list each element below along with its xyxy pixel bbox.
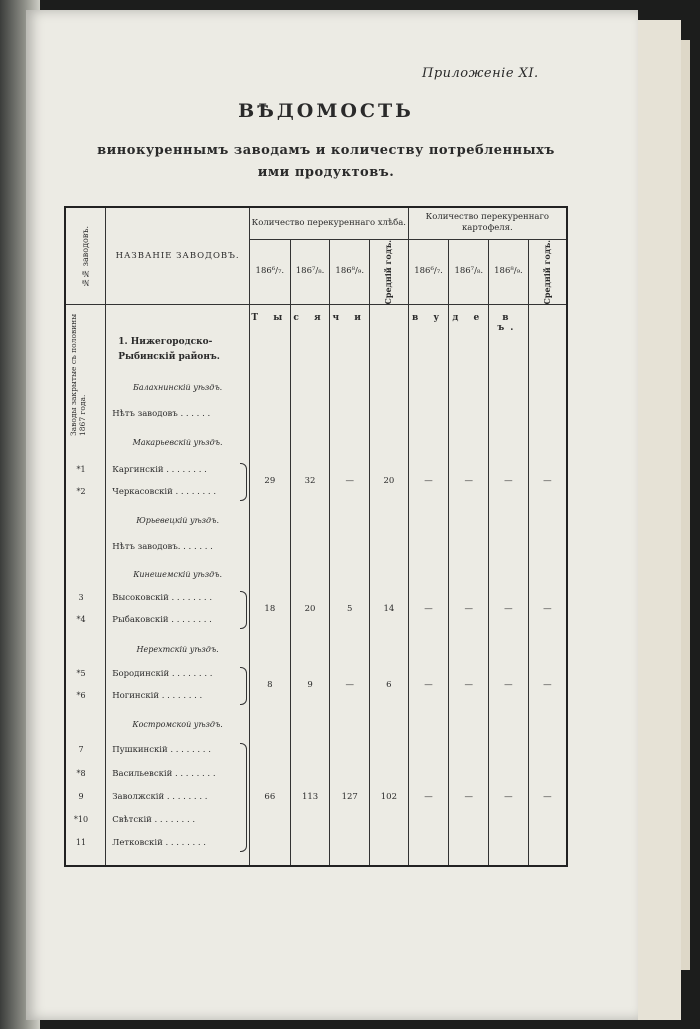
number-column <box>65 305 106 867</box>
closed-note: Заводы закрытые съ половины 1867 года. <box>69 313 87 436</box>
value-column <box>408 305 449 867</box>
row-number: 11 <box>75 838 87 847</box>
value-column <box>528 305 567 867</box>
value-cell: — <box>464 680 473 690</box>
factory-row: Каргинскій . . . . . . . . <box>112 465 207 475</box>
value-column <box>370 305 409 867</box>
row-number: *8 <box>76 769 86 778</box>
factory-row: Ногинскій . . . . . . . . <box>112 691 203 701</box>
factory-row: Рыбаковскій . . . . . . . . <box>112 615 212 625</box>
value-cell: 66 <box>264 791 276 802</box>
group-brace <box>240 591 247 629</box>
col-header-name: НАЗВАНІЕ ЗАВОДОВЪ. <box>106 207 250 305</box>
value-cell: 29 <box>264 476 276 486</box>
unit-label: с я <box>293 313 327 323</box>
value-cell: — <box>424 604 433 614</box>
district-heading: Нерехтскій уѣздъ. <box>136 645 219 654</box>
unit-label: в у <box>411 313 446 323</box>
value-cell: — <box>504 680 513 690</box>
value-cell: 20 <box>383 476 395 486</box>
value-cell: — <box>345 680 354 690</box>
unit-label: д е <box>452 313 486 323</box>
value-cell: 32 <box>304 476 316 486</box>
value-column <box>449 305 489 867</box>
value-column <box>290 305 330 867</box>
value-cell: 9 <box>307 680 313 690</box>
document-subtitle: винокуреннымъ заводамъ и количеству потребленныхъ ими продуктовъ. <box>97 143 555 180</box>
district-heading: Костромской уѣздъ. <box>132 720 223 729</box>
factory-row: Васильевскій . . . . . . . . <box>112 769 216 779</box>
district-heading: Юрьевецкій уѣздъ. <box>136 516 219 525</box>
value-cell: — <box>543 476 552 486</box>
row-number: *1 <box>76 465 86 474</box>
row-number: 7 <box>78 745 84 754</box>
value-cell: 102 <box>380 791 397 802</box>
row-number: 9 <box>78 792 84 801</box>
factory-row: Нѣтъ заводовъ . . . . . . <box>112 409 211 419</box>
value-cell: 14 <box>383 604 395 614</box>
unit-label: Т ы <box>251 313 289 323</box>
col-header-grain: Количество перекуреннаго хлѣба. <box>249 207 408 239</box>
appendix-label: Приложеніе XI. <box>422 66 539 81</box>
avg-header: Средній годъ. <box>528 239 567 305</box>
factory-row: Пушкинскій . . . . . . . . <box>112 745 211 755</box>
value-cell: — <box>424 680 433 690</box>
value-cell: — <box>464 476 473 486</box>
col-header-number: №№ заводовъ. <box>65 207 106 305</box>
factory-row: Нѣтъ заводовъ. . . . . . . <box>112 542 213 552</box>
factory-row: Высоковскій . . . . . . . . <box>112 593 213 603</box>
row-number: *6 <box>76 691 86 700</box>
group-brace <box>240 463 247 501</box>
region-title: 1. Нижегородско-Рыбинскій районъ. <box>118 337 220 362</box>
row-number: *4 <box>76 615 86 624</box>
group-brace <box>240 743 247 852</box>
value-cell: — <box>424 476 433 486</box>
value-cell: 18 <box>264 604 276 614</box>
row-number: *2 <box>76 487 86 496</box>
value-column <box>330 305 370 867</box>
document-page <box>26 10 638 1020</box>
distilleries-table <box>64 206 568 867</box>
value-cell: — <box>543 680 552 690</box>
value-cell: 6 <box>386 680 392 690</box>
year-header: 186⁷/₈. <box>290 239 330 305</box>
value-cell: — <box>424 791 433 802</box>
year-header: 186⁷/₈. <box>449 239 489 305</box>
unit-label: в ъ. <box>497 313 520 333</box>
value-cell: 8 <box>267 680 273 690</box>
value-cell: — <box>345 476 354 486</box>
row-number: *5 <box>76 669 86 678</box>
factory-row: Заволжскій . . . . . . . . <box>112 792 208 802</box>
value-cell: 20 <box>304 604 316 614</box>
document-title: ВѢДОМОСТЬ <box>238 100 414 122</box>
value-cell: — <box>464 791 473 802</box>
factory-row: Бородинскій . . . . . . . . <box>112 669 213 679</box>
unit-label: ч и <box>332 313 367 323</box>
value-cell: — <box>543 791 552 802</box>
value-cell: — <box>504 791 513 802</box>
col-header-potato: Количество перекуреннаго картофеля. <box>408 207 567 239</box>
value-cell: 5 <box>347 604 353 614</box>
value-cell: — <box>504 604 513 614</box>
year-header: 186⁶/₇. <box>249 239 290 305</box>
row-number: 3 <box>78 593 84 602</box>
value-column <box>489 305 529 867</box>
year-header: 186⁸/₉. <box>330 239 370 305</box>
value-cell: — <box>464 604 473 614</box>
value-column <box>249 305 290 867</box>
district-heading: Кинешемскій уѣздъ. <box>133 570 223 579</box>
year-header: 186⁸/₉. <box>489 239 529 305</box>
district-heading: Балахнинскій уѣздъ. <box>132 383 223 392</box>
value-cell: 127 <box>341 791 358 802</box>
district-heading: Макарьевскій уѣздъ. <box>132 438 223 447</box>
row-number: *10 <box>73 815 89 824</box>
value-cell: — <box>543 604 552 614</box>
factory-row: Летковскій . . . . . . . . <box>112 838 206 848</box>
value-cell: 113 <box>301 791 319 802</box>
value-cell: — <box>504 476 513 486</box>
group-brace <box>240 667 247 705</box>
factory-row: Свѣтскій . . . . . . . . <box>112 815 196 825</box>
avg-header: Средній годъ. <box>370 239 409 305</box>
year-header: 186⁶/₇. <box>408 239 449 305</box>
name-column <box>106 305 250 867</box>
factory-row: Черкасовскій . . . . . . . . <box>112 487 217 497</box>
